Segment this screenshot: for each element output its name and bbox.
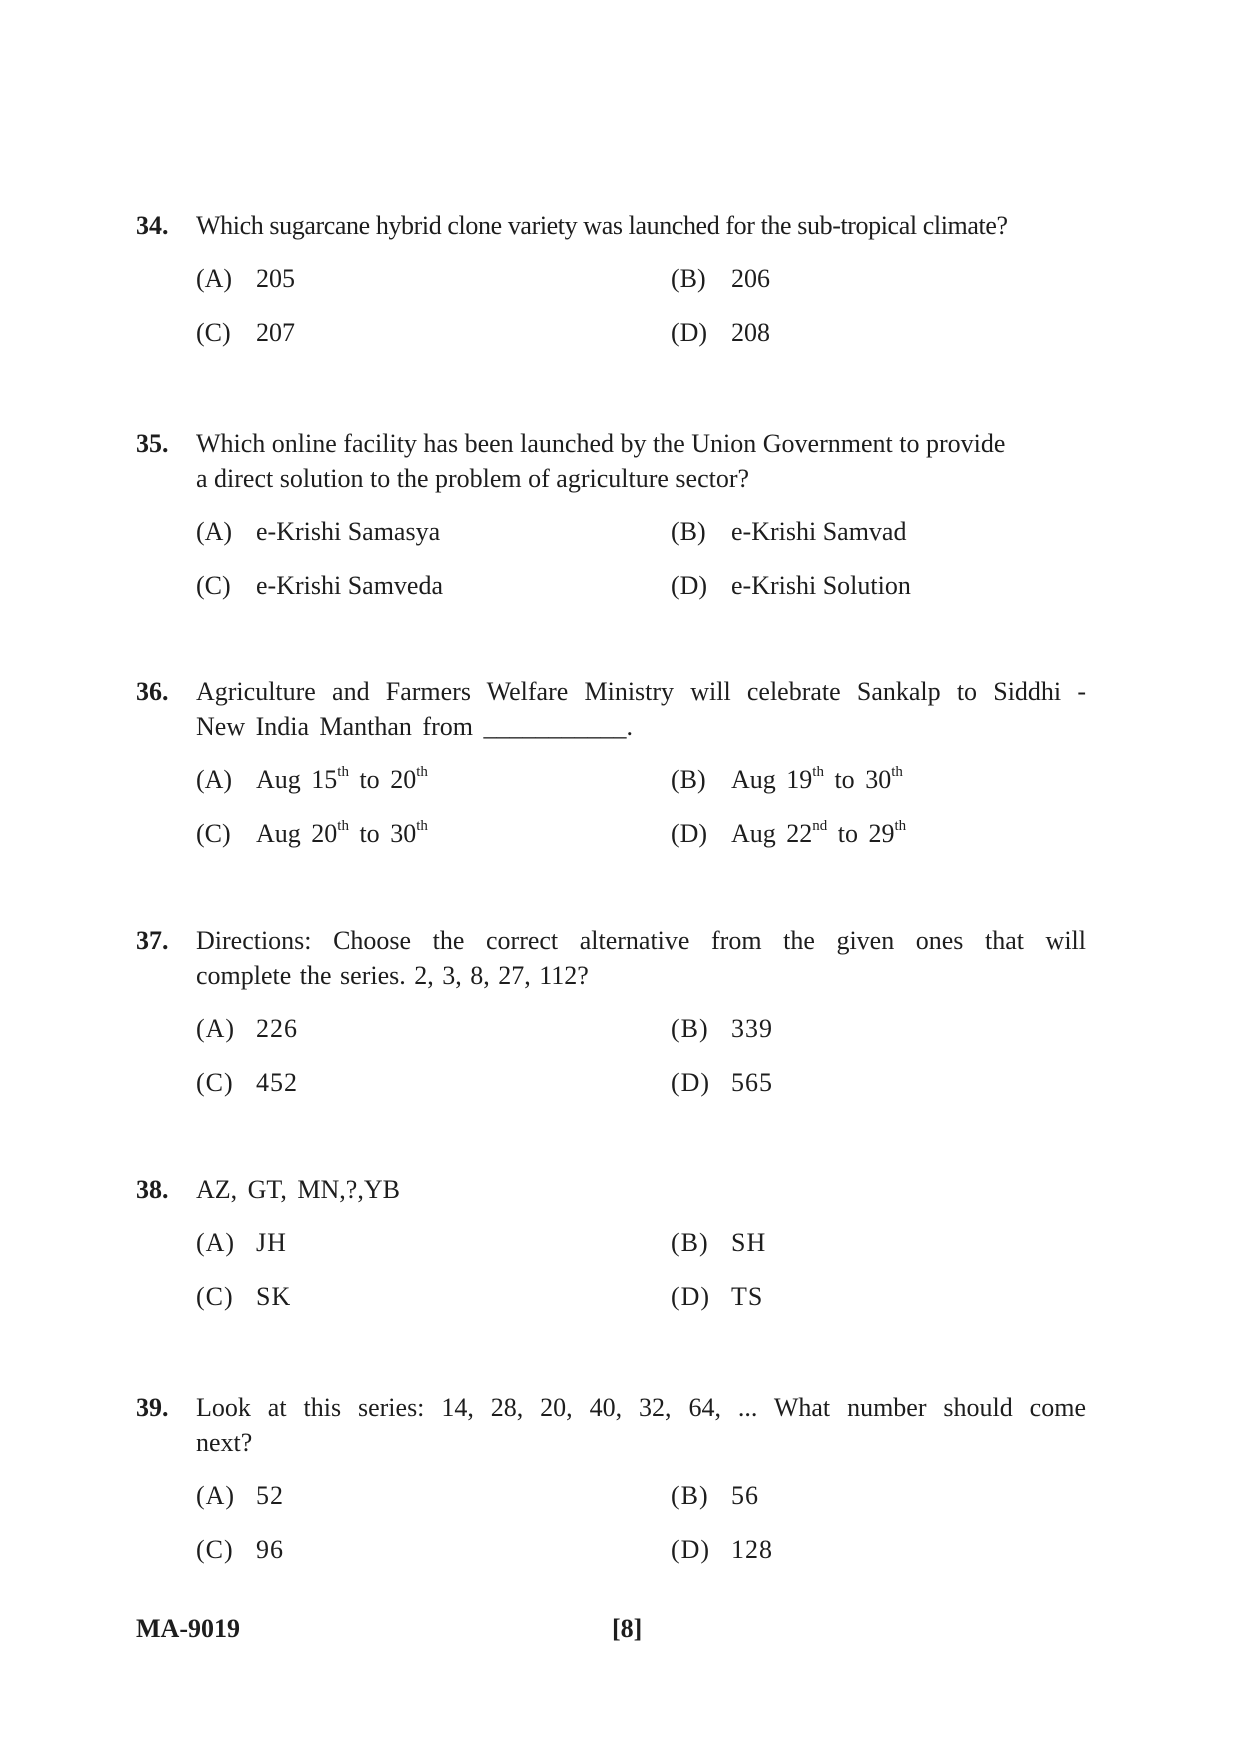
option-text: JH: [256, 1228, 287, 1257]
option-text: 52: [256, 1481, 284, 1510]
options: [136, 1225, 1086, 1333]
option-label: (A): [196, 264, 233, 293]
option-c[interactable]: [196, 1279, 291, 1314]
question-text: [196, 1390, 1086, 1460]
question-number: 37.: [136, 926, 169, 955]
question-text: [196, 426, 1086, 496]
option-text: 56: [731, 1481, 759, 1510]
option-c[interactable]: [196, 568, 443, 603]
option-b[interactable]: [671, 261, 770, 296]
option-text: 205: [256, 264, 295, 293]
page-number: [8]: [612, 1614, 643, 1643]
option-label: (B): [671, 1228, 709, 1257]
option-a[interactable]: [196, 762, 428, 797]
question-text-line-1: Look at this series: 14, 28, 20, 40, 32, 64, ... What number should come: [196, 1393, 1086, 1422]
option-text: SK: [256, 1282, 292, 1311]
option-text: 208: [731, 318, 770, 347]
option-label: (A): [196, 1014, 236, 1043]
question-text: AZ, GT, MN,?,YB: [196, 1175, 400, 1204]
question-text: [196, 674, 1086, 744]
option-text: Aug 22nd to 29th: [731, 818, 907, 848]
option-text: 565: [731, 1068, 773, 1097]
option-b[interactable]: [671, 1478, 759, 1513]
option-label: (D): [671, 1282, 711, 1311]
question-34: [136, 208, 1086, 369]
option-d[interactable]: [671, 1279, 763, 1314]
question-text-line-1: Which online facility has been launched by the Union Government to provide: [196, 429, 1006, 458]
option-label: (D): [671, 819, 708, 848]
question-39: [136, 1390, 1086, 1586]
option-text: SH: [731, 1228, 767, 1257]
option-label: (B): [671, 517, 706, 546]
option-label: (A): [196, 1481, 236, 1510]
option-label: (B): [671, 765, 706, 794]
option-c[interactable]: [196, 816, 428, 851]
option-b[interactable]: [671, 1011, 773, 1046]
options: [136, 261, 1086, 369]
options: [136, 1478, 1086, 1586]
option-label: (C): [196, 1282, 234, 1311]
option-label: (A): [196, 1228, 236, 1257]
option-label: (A): [196, 765, 233, 794]
option-label: (C): [196, 318, 231, 347]
question-text-line-2: a direct solution to the problem of agriculture sector?: [196, 464, 750, 493]
option-c[interactable]: [196, 315, 295, 350]
option-a[interactable]: [196, 1011, 298, 1046]
option-text: e-Krishi Samveda: [256, 571, 444, 600]
option-d[interactable]: [671, 1532, 773, 1567]
options: [136, 1011, 1086, 1119]
question-number: 38.: [136, 1175, 169, 1204]
question-number: 35.: [136, 429, 169, 458]
question-text-line-2: complete the series. 2, 3, 8, 27, 112?: [196, 961, 589, 990]
options: [136, 514, 1086, 622]
question-number: 34.: [136, 211, 169, 240]
option-label: (C): [196, 1535, 234, 1564]
option-label: (B): [671, 1481, 709, 1510]
option-d[interactable]: [671, 568, 911, 603]
option-b[interactable]: [671, 1225, 766, 1260]
option-c[interactable]: [196, 1532, 284, 1567]
option-label: (C): [196, 571, 231, 600]
option-text: e-Krishi Solution: [731, 571, 911, 600]
options: [136, 762, 1086, 870]
option-a[interactable]: [196, 261, 295, 296]
option-label: (A): [196, 517, 233, 546]
question-text-line-1: Agriculture and Farmers Welfare Ministry will celebrate Sankalp to Siddhi -: [196, 677, 1086, 706]
option-text: 207: [256, 318, 295, 347]
option-d[interactable]: [671, 1065, 773, 1100]
option-text: Aug 20th to 30th: [256, 818, 428, 848]
question-36: [136, 674, 1086, 870]
option-text: 452: [256, 1068, 298, 1097]
option-label: (D): [671, 1535, 711, 1564]
option-label: (D): [671, 571, 708, 600]
option-text: 128: [731, 1535, 773, 1564]
question-text-line-2: next?: [196, 1428, 253, 1457]
option-label: (B): [671, 264, 706, 293]
option-label: (C): [196, 819, 231, 848]
question-number: 36.: [136, 677, 169, 706]
paper-code: MA-9019: [136, 1614, 240, 1643]
question-38: [136, 1172, 1086, 1333]
question-number: 39.: [136, 1393, 169, 1422]
option-text: 96: [256, 1535, 284, 1564]
option-d[interactable]: [671, 315, 770, 350]
option-label: (C): [196, 1068, 234, 1097]
option-label: (D): [671, 1068, 711, 1097]
option-a[interactable]: [196, 1478, 284, 1513]
option-a[interactable]: [196, 1225, 287, 1260]
question-37: [136, 923, 1086, 1119]
option-text: TS: [731, 1282, 764, 1311]
option-label: (D): [671, 318, 708, 347]
option-text: e-Krishi Samvad: [731, 517, 907, 546]
option-text: 226: [256, 1014, 298, 1043]
option-text: e-Krishi Samasya: [256, 517, 441, 546]
question-35: [136, 426, 1086, 622]
question-text-line-1: Directions: Choose the correct alternative from the given ones that will: [196, 926, 1086, 955]
option-c[interactable]: [196, 1065, 298, 1100]
option-text: Aug 19th to 30th: [731, 764, 903, 794]
option-a[interactable]: [196, 514, 440, 549]
option-text: Aug 15th to 20th: [256, 764, 428, 794]
question-text: [196, 923, 1086, 993]
option-text: 339: [731, 1014, 773, 1043]
option-b[interactable]: [671, 762, 903, 797]
option-text: 206: [731, 264, 770, 293]
option-label: (B): [671, 1014, 709, 1043]
question-text-line-2: New India Manthan from ___________.: [196, 712, 633, 741]
option-b[interactable]: [671, 514, 906, 549]
option-d[interactable]: [671, 816, 906, 851]
question-text: Which sugarcane hybrid clone variety was launched for the sub-tropical climate?: [196, 211, 1008, 240]
